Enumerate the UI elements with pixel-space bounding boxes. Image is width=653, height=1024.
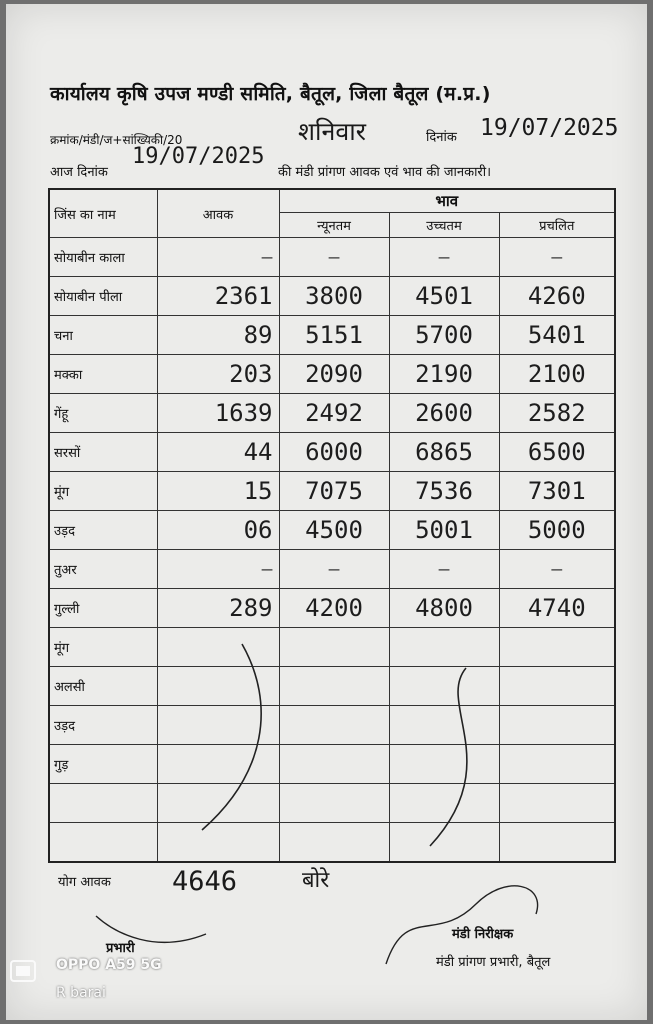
max-price: 2600 <box>389 394 499 433</box>
min-price: 2492 <box>279 394 389 433</box>
left-signature-title: प्रभारी <box>106 941 135 956</box>
modal-price: 5401 <box>499 316 615 355</box>
commodity-name: उड़द <box>49 706 157 745</box>
strike-curve-right <box>430 668 467 846</box>
modal-price: 2582 <box>499 394 615 433</box>
commodity-name: मूंग <box>49 472 157 511</box>
min-price: 5151 <box>279 316 389 355</box>
arrival-value: 89 <box>157 316 279 355</box>
modal-price: 6500 <box>499 433 615 472</box>
inspector-title: मंडी निरीक्षक <box>452 927 514 942</box>
commodity-name: अलसी <box>49 667 157 706</box>
premises-incharge-title: मंडी प्रांगण प्रभारी, बैतूल <box>436 955 551 970</box>
arrival-value: — <box>157 238 279 277</box>
aaj-date-handwritten: 19/07/2025 <box>132 144 265 169</box>
document-sheet <box>6 4 647 1020</box>
col-header-max: उच्चतम <box>389 213 499 238</box>
max-price: 6865 <box>389 433 499 472</box>
date-label: दिनांक <box>426 130 457 145</box>
arrival-value: 15 <box>157 472 279 511</box>
watermark-user: R barai <box>56 985 106 1001</box>
min-price: 4500 <box>279 511 389 550</box>
total-label: योग आवक <box>58 875 111 890</box>
max-price: 7536 <box>389 472 499 511</box>
commodity-name: गुल्ली <box>49 589 157 628</box>
col-header-modal: प्रचलित <box>499 213 615 238</box>
date-handwritten: 19/07/2025 <box>480 115 619 141</box>
aaj-label: आज दिनांक <box>50 165 108 180</box>
modal-price: — <box>499 550 615 589</box>
min-price: — <box>279 238 389 277</box>
col-header-price-group: भाव <box>279 189 615 213</box>
commodity-name: गेंहू <box>49 394 157 433</box>
aaj-suffix: की मंडी प्रांगण आवक एवं भाव की जानकारी। <box>278 165 492 180</box>
modal-price: 4740 <box>499 589 615 628</box>
commodity-name: गुड़ <box>49 745 157 784</box>
max-price: 5700 <box>389 316 499 355</box>
modal-price: 4260 <box>499 277 615 316</box>
min-price: — <box>279 550 389 589</box>
max-price: 5001 <box>389 511 499 550</box>
arrival-value: 44 <box>157 433 279 472</box>
commodity-name: सोयाबीन काला <box>49 238 157 277</box>
office-title: कार्यालय कृषि उपज मण्डी समिति, बैतूल, जिला बैतूल (म.प्र.) <box>50 83 491 105</box>
max-price: 4800 <box>389 589 499 628</box>
min-price: 6000 <box>279 433 389 472</box>
min-price: 4200 <box>279 589 389 628</box>
modal-price: 7301 <box>499 472 615 511</box>
modal-price: 2100 <box>499 355 615 394</box>
handwriting-strokes <box>6 4 647 1020</box>
max-price: — <box>389 238 499 277</box>
modal-price: 5000 <box>499 511 615 550</box>
arrival-value: 1639 <box>157 394 279 433</box>
total-unit: बोरे <box>302 868 330 893</box>
max-price: — <box>389 550 499 589</box>
commodity-name: मक्का <box>49 355 157 394</box>
commodity-name: सरसों <box>49 433 157 472</box>
commodity-name: मूंग <box>49 628 157 667</box>
arrival-value: 2361 <box>157 277 279 316</box>
col-header-arrival: आवक <box>157 189 279 238</box>
col-header-min: न्यूनतम <box>279 213 389 238</box>
ref-number: क्रमांक/मंडी/ज+सांख्यिकी/20 <box>50 133 183 147</box>
arrival-value: 06 <box>157 511 279 550</box>
min-price: 2090 <box>279 355 389 394</box>
total-value: 4646 <box>172 866 238 897</box>
max-price: 4501 <box>389 277 499 316</box>
min-price: 3800 <box>279 277 389 316</box>
max-price: 2190 <box>389 355 499 394</box>
commodity-name: चना <box>49 316 157 355</box>
arrival-value: — <box>157 550 279 589</box>
commodity-name: सोयाबीन पीला <box>49 277 157 316</box>
day-handwritten: शनिवार <box>298 117 366 146</box>
modal-price: — <box>499 238 615 277</box>
col-header-name: जिंस का नाम <box>49 189 157 238</box>
commodity-name: उड़द <box>49 511 157 550</box>
commodity-name: तुअर <box>49 550 157 589</box>
camera-watermark-icon <box>10 958 36 984</box>
arrival-value: 289 <box>157 589 279 628</box>
min-price: 7075 <box>279 472 389 511</box>
strike-curve-left <box>202 644 261 830</box>
arrival-value: 203 <box>157 355 279 394</box>
watermark-device: OPPO A59 5G <box>56 957 162 973</box>
